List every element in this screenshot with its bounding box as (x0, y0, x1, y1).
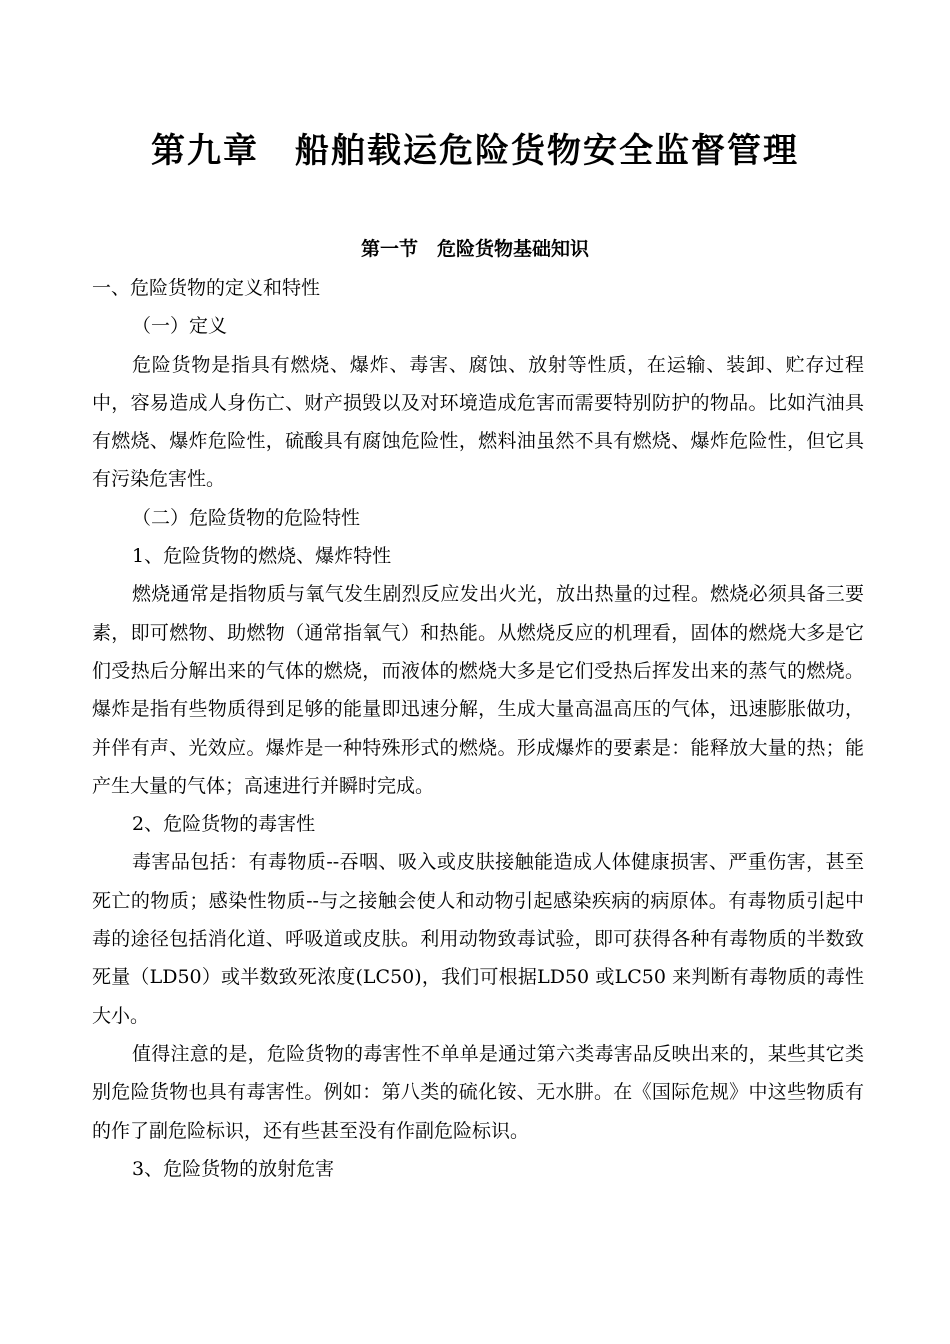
chapter-title: 第九章 船舶载运危险货物安全监督管理 (151, 131, 799, 171)
subheading-radiation: 3、危险货物的放射危害 (132, 1157, 335, 1180)
paragraph-toxicity-note: 值得注意的是，危险货物的毒害性不单单是通过第六类毒害品反映出来的，某些其它类别危险货物也具有毒害性。例如：第八类的硫化铵、无水肼。在《国际危规》中这些物质有的作了副危险标识，还有些甚至没有作副危险标识。 (92, 1042, 864, 1142)
document-body (92, 269, 864, 1188)
subheading-definition: （一）定义 (132, 315, 228, 338)
section-title: 第一节 危险货物基础知识 (360, 238, 589, 260)
paragraph-toxicity: 毒害品包括：有毒物质--吞咽、吸入或皮肤接触能造成人体健康损害、严重伤害，甚至死亡的物质；感染性物质--与之接触会使人和动物引起感染疾病的病原体。有毒物质引起中毒的途径包括消化道、呼吸道或皮肤。利用动物致毒试验，即可获得各种有毒物质的半数致死量（LD50）或半数致死浓度(LC50)，我们可根据LD50 或LC50 来判断有毒物质的毒性大小。 (92, 851, 864, 1027)
paragraph-definition: 危险货物是指具有燃烧、爆炸、毒害、腐蚀、放射等性质，在运输、装卸、贮存过程中，容易造成人身伤亡、财产损毁以及对环境造成危害而需要特别防护的物品。比如汽油具有燃烧、爆炸危险性，硫酸具有腐蚀危险性，燃料油虽然不具有燃烧、爆炸危险性，但它具有污染危害性。 (92, 353, 864, 491)
paragraph-combustion-explosion: 燃烧通常是指物质与氧气发生剧烈反应发出火光，放出热量的过程。燃烧必须具备三要素，即可燃物、助燃物（通常指氧气）和热能。从燃烧反应的机理看，固体的燃烧大多是它们受热后分解出来的气体的燃烧，而液体的燃烧大多是它们受热后挥发出来的蒸气的燃烧。爆炸是指有些物质得到足够的能量即迅速分解，生成大量高温高压的气体，迅速膨胀做功，并伴有声、光效应。爆炸是一种特殊形式的燃烧。形成爆炸的要素是：能释放大量的热；能产生大量的气体；高速进行并瞬时完成。 (92, 583, 864, 797)
subheading-combustion-explosion: 1、危险货物的燃烧、爆炸特性 (132, 545, 392, 568)
heading-definition-and-properties: 一、危险货物的定义和特性 (92, 277, 321, 299)
subheading-toxicity: 2、危险货物的毒害性 (132, 813, 316, 836)
subheading-hazard-properties: （二）危险货物的危险特性 (132, 506, 361, 529)
